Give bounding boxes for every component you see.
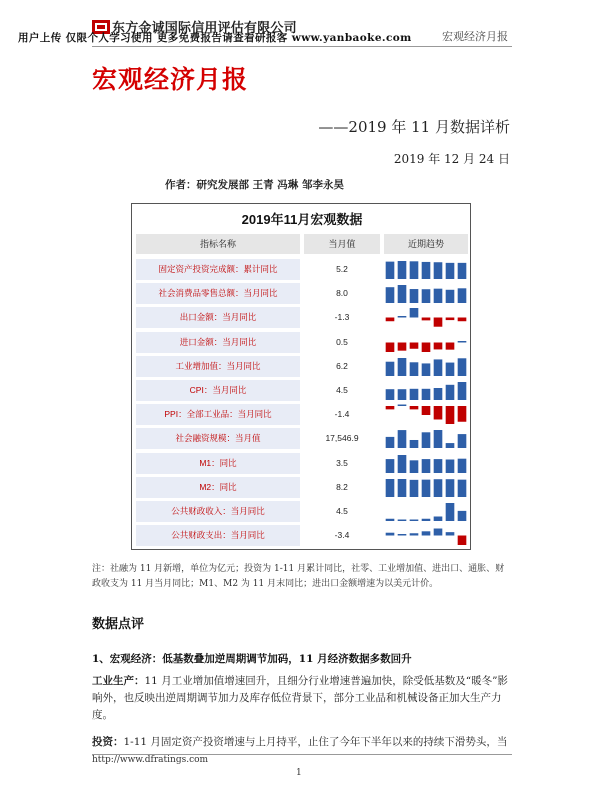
trend-bar: [422, 519, 431, 521]
indicator-name: M1：同比: [136, 453, 300, 474]
indicator-value: 0.5: [336, 336, 348, 347]
trend-bar: [386, 459, 395, 473]
table-row: [136, 428, 468, 449]
trend-bar: [410, 342, 419, 348]
point-title: 1、宏观经济：低基数叠加逆周期调节加码，11 月经济数据多数回升: [92, 653, 412, 665]
trend-bar: [434, 289, 443, 303]
trend-bar: [434, 479, 443, 497]
paragraph-label: 投资：: [92, 736, 124, 748]
table-row: [136, 380, 468, 401]
trend-bar: [422, 459, 431, 473]
indicator-value: 8.2: [336, 481, 348, 492]
trend-sparkline: [384, 428, 468, 449]
trend-chart: [384, 356, 468, 377]
table-row: [136, 307, 468, 328]
trend-bar: [398, 479, 407, 497]
trend-bar: [398, 520, 407, 522]
trend-bar: [386, 262, 395, 279]
indicator-value: 6.2: [336, 360, 348, 371]
trend-bar: [422, 406, 431, 415]
trend-bar: [386, 437, 395, 448]
trend-bar: [410, 261, 419, 279]
trend-sparkline: [384, 332, 468, 353]
indicator-name: 公共财政收入：当月同比: [136, 501, 300, 522]
table-row: [136, 259, 468, 280]
indicator-name: 出口金额：当月同比: [136, 307, 300, 328]
macro-data-table: [131, 203, 471, 550]
trend-bar: [458, 263, 467, 279]
macro-table-title: 2019年11月宏观数据: [241, 212, 363, 227]
trend-sparkline: [384, 404, 468, 425]
trend-chart: [384, 501, 468, 522]
trend-bar: [446, 443, 455, 448]
trend-bar: [422, 342, 431, 352]
trend-bar: [458, 479, 467, 496]
trend-bar: [410, 362, 419, 376]
trend-bar: [434, 359, 443, 376]
trend-bar: [458, 434, 467, 448]
trend-sparkline: [384, 501, 468, 522]
table-row: [136, 501, 468, 522]
trend-bar: [398, 389, 407, 400]
trend-sparkline: [384, 477, 468, 498]
trend-bar: [398, 534, 407, 536]
indicator-value: 5.2: [336, 264, 348, 274]
trend-bar: [422, 262, 431, 279]
trend-bar: [446, 532, 455, 535]
indicator-value: -1.3: [334, 312, 350, 323]
trend-bar: [434, 517, 443, 522]
trend-bar: [458, 382, 467, 400]
trend-bar: [434, 262, 443, 279]
indicator-value: 4.5: [336, 385, 348, 395]
trend-sparkline: [384, 307, 468, 328]
table-note: 注：社融为 11 月新增，单位为亿元；投资为 1-11 月累计同比，社零、工业增加值、进出口、通胀、财政收支为 11 月当月同比；M1、M2 为 11 月末同比；进出口金额增速为以美元计价。: [92, 564, 505, 589]
trend-bar: [446, 290, 455, 303]
trend-bar: [410, 406, 419, 409]
indicator-name: M2：同比: [136, 477, 300, 498]
trend-bar: [398, 285, 407, 303]
trend-sparkline: [384, 453, 468, 474]
indicator-value: 8.0: [336, 288, 348, 299]
company-name: 东方金诚国际信用评估有限公司: [112, 21, 297, 36]
report-date: 2019 年 12 月 24 日: [393, 152, 510, 166]
trend-bar: [434, 318, 443, 327]
trend-bar: [410, 389, 419, 400]
column-header-value: 当月值: [304, 234, 380, 254]
indicator-name: 固定资产投资完成额：累计同比: [136, 259, 300, 280]
indicator-value: -3.4: [334, 530, 350, 541]
report-type-tag: 宏观经济月报: [442, 30, 508, 43]
trend-bar: [386, 318, 395, 322]
trend-bar: [386, 362, 395, 376]
trend-chart: [384, 453, 468, 474]
indicator-name: 社会消费品零售总额：当月同比: [136, 283, 300, 304]
trend-bar: [410, 480, 419, 497]
watermark-text: 用户上传 仅限个人学习使用 更多免费报告请查看研报客 www.yanbaoke.com: [18, 32, 412, 44]
trend-chart: [384, 380, 468, 401]
trend-bar: [446, 503, 455, 521]
page-number: 1: [296, 768, 302, 778]
indicator-value: -1.4: [334, 409, 350, 420]
header-divider: [92, 46, 512, 47]
trend-bar: [458, 318, 467, 322]
trend-bar: [386, 389, 395, 400]
trend-sparkline: [384, 356, 468, 377]
paragraph-label: 工业生产：: [92, 675, 145, 687]
trend-chart: [384, 404, 468, 425]
table-row: [136, 404, 468, 425]
indicator-value: 17,546.9: [325, 433, 359, 444]
trend-chart: [384, 477, 468, 498]
trend-bar: [410, 533, 419, 535]
trend-bar: [422, 289, 431, 303]
trend-bar: [434, 406, 443, 420]
table-row: [136, 356, 468, 377]
column-header-indicator: 指标名称: [136, 234, 300, 254]
trend-bar: [434, 430, 443, 448]
trend-bar: [434, 388, 443, 400]
paragraph-text: 1-11 月固定资产投资增速与上月持平，止住了今年下半年以来的持续下滑势头，当: [123, 736, 508, 748]
trend-bar: [458, 511, 467, 521]
trend-bar: [410, 460, 419, 473]
trend-bar: [446, 459, 455, 473]
trend-bar: [446, 318, 455, 321]
trend-sparkline: [384, 283, 468, 304]
trend-bar: [386, 342, 395, 352]
trend-bar: [446, 406, 455, 424]
indicator-name: 进口金额：当月同比: [136, 332, 300, 353]
trend-bar: [458, 458, 467, 472]
indicator-name: 工业增加值：当月同比: [136, 356, 300, 377]
trend-bar: [458, 288, 467, 303]
footer-url[interactable]: http://www.dfratings.com: [92, 755, 209, 765]
trend-bar: [458, 406, 467, 422]
indicator-value: 3.5: [336, 457, 348, 468]
trend-chart: [384, 307, 468, 328]
trend-bar: [434, 529, 443, 536]
trend-sparkline: [384, 380, 468, 401]
trend-bar: [446, 263, 455, 279]
trend-bar: [398, 358, 407, 376]
trend-bar: [386, 479, 395, 497]
table-row: [136, 283, 468, 304]
trend-chart: [384, 283, 468, 304]
trend-chart: [384, 332, 468, 353]
trend-bar: [410, 308, 419, 318]
trend-chart: [384, 259, 468, 280]
trend-bar: [398, 261, 407, 279]
trend-bar: [398, 342, 407, 350]
trend-bar: [446, 362, 455, 375]
table-row: [136, 525, 468, 546]
trend-bar: [410, 520, 419, 522]
trend-bar: [434, 342, 443, 349]
trend-bar: [386, 519, 395, 521]
trend-bar: [446, 342, 455, 349]
trend-bar: [398, 405, 407, 407]
section-title: 数据点评: [92, 617, 145, 632]
trend-bar: [398, 316, 407, 318]
indicator-value: 4.5: [336, 506, 348, 516]
paragraph-industrial: [92, 673, 512, 724]
trend-bar: [422, 363, 431, 376]
indicator-name: PPI：全部工业品：当月同比: [136, 404, 300, 425]
trend-bar: [434, 459, 443, 473]
indicator-name: 社会融资规模：当月值: [136, 428, 300, 449]
trend-bar: [446, 479, 455, 497]
trend-bar: [422, 389, 431, 400]
trend-bar: [422, 479, 431, 496]
trend-bar: [386, 406, 395, 409]
trend-bar: [458, 536, 467, 546]
page-header: [0, 0, 600, 46]
paragraph-investment: [92, 734, 512, 751]
trend-bar: [410, 289, 419, 303]
trend-bar: [446, 385, 455, 400]
trend-sparkline: [384, 525, 468, 546]
paragraph-text: 11 月工业增加值增速回升，且细分行业增速普遍加快，除受低基数及“暖冬”影响外，也反映出逆周期调节加力及库存低位背景下，部分工业品和机械设备正加大生产力度。: [92, 675, 508, 721]
trend-bar: [386, 533, 395, 536]
report-title: 宏观经济月报: [92, 65, 249, 94]
trend-bar: [422, 531, 431, 535]
trend-bar: [386, 287, 395, 303]
trend-bar: [458, 341, 467, 343]
trend-bar: [398, 430, 407, 448]
table-row: [136, 332, 468, 353]
trend-chart: [384, 428, 468, 449]
trend-bar: [410, 440, 419, 448]
table-row: [136, 453, 468, 474]
report-authors: 作者：研究发展部 王青 冯琳 邹李永昊: [165, 179, 344, 191]
trend-bar: [398, 455, 407, 473]
indicator-name: CPI：当月同比: [136, 380, 300, 401]
table-row: [136, 477, 468, 498]
indicator-name: 公共财政支出：当月同比: [136, 525, 300, 546]
trend-bar: [422, 318, 431, 321]
report-subtitle: ——2019 年 11 月数据详析: [318, 118, 510, 136]
trend-bar: [458, 358, 467, 376]
trend-sparkline: [384, 259, 468, 280]
column-header-trend: 近期趋势: [384, 234, 468, 254]
trend-bar: [422, 433, 431, 449]
trend-chart: [384, 525, 468, 546]
